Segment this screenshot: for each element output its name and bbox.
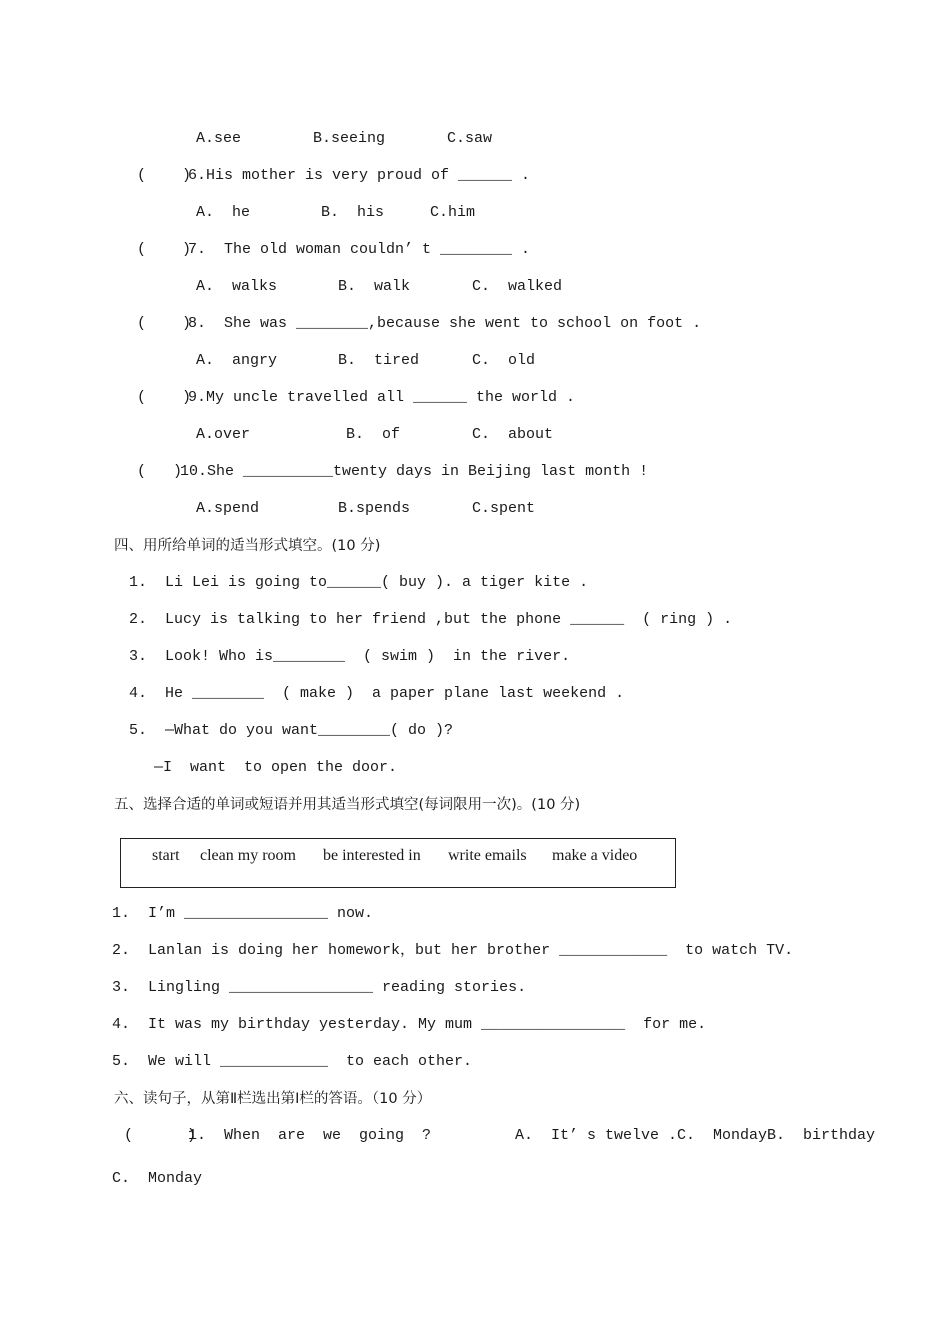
q10-option-a: A.spend: [196, 500, 260, 517]
section4-item-5: 5. —What do you want________( do )?: [129, 722, 454, 739]
section4-item-2: 2. Lucy is talking to her friend ,but the phone ______ ( ring ) .: [129, 611, 733, 628]
q8-option-a: A. angry: [196, 352, 278, 369]
q9-option-c: C. about: [472, 426, 554, 443]
section5-item-3: 3. Lingling ________________ reading stories.: [112, 979, 527, 996]
section4-answer-5: —I want to open the door.: [154, 759, 398, 776]
q9-option-a: A.over: [196, 426, 251, 443]
q8-paren: ( ): [137, 315, 192, 332]
q6-paren: ( ): [137, 167, 192, 184]
section4-item-3: 3. Look! Who is________ ( swim ) in the river.: [129, 648, 571, 665]
word-bank-item: write emails: [448, 847, 527, 864]
section6-heading: 六、读句子，从第Ⅱ栏选出第Ⅰ栏的答语。（10 分）: [114, 1091, 432, 1107]
section6-answer-a: A. It’ s twelve .C. MondayB. birthday: [515, 1127, 876, 1144]
section5-item-2: 2. Lanlan is doing her homework，but her brother ____________ to watch TV.: [112, 942, 794, 959]
word-bank-item: clean my room: [200, 847, 296, 864]
word-bank-box: [120, 838, 676, 888]
q7-option-a: A. walks: [196, 278, 278, 295]
section5-heading: 五、选择合适的单词或短语并用其适当形式填空(每词限用一次)。(10 分): [114, 797, 581, 813]
section6-tail: C. Monday: [112, 1170, 203, 1187]
q9-paren: ( ): [137, 389, 192, 406]
q8-text: 8. She was ________,because she went to school on foot .: [188, 315, 702, 332]
q10-option-c: C.spent: [472, 500, 536, 517]
q10-paren: ( ): [137, 463, 183, 480]
q9-option-b: B. of: [346, 426, 401, 443]
q7-option-b: B. walk: [338, 278, 411, 295]
q5-option-c: C.saw: [447, 130, 493, 147]
section6-q1-paren: ( ): [124, 1127, 197, 1144]
q10-option-b: B.spends: [338, 500, 411, 517]
q6-text: 6.His mother is very proud of ______ .: [188, 167, 531, 184]
word-bank-item: be interested in: [323, 847, 421, 864]
word-bank-item: make a video: [552, 847, 638, 864]
q5-option-a: A.see: [196, 130, 242, 147]
q10-text: 10.She __________twenty days in Beijing last month !: [180, 463, 649, 480]
section4-item-1: 1. Li Lei is going to______( buy ). a tiger kite .: [129, 574, 589, 591]
q6-option-a: A. he: [196, 204, 251, 221]
q5-option-b: B.seeing: [313, 130, 386, 147]
section5-item-4: 4. It was my birthday yesterday. My mum ________________ for me.: [112, 1016, 707, 1033]
q8-option-b: B. tired: [338, 352, 420, 369]
q6-option-c: C.him: [430, 204, 476, 221]
q9-text: 9.My uncle travelled all ______ the world .: [188, 389, 576, 406]
q7-text: 7. The old woman couldn’ t ________ .: [188, 241, 531, 258]
section4-heading: 四、用所给单词的适当形式填空。(10 分): [114, 538, 381, 554]
section5-item-5: 5. We will ____________ to each other.: [112, 1053, 473, 1070]
section4-item-4: 4. He ________ ( make ) a paper plane last weekend .: [129, 685, 625, 702]
q6-option-b: B. his: [321, 204, 385, 221]
word-bank-item: start: [152, 847, 180, 864]
q8-option-c: C. old: [472, 352, 536, 369]
section5-item-1: 1. I’m ________________ now.: [112, 905, 374, 922]
q7-paren: ( ): [137, 241, 192, 258]
section6-q1-text: 1. When are we going ?: [188, 1127, 432, 1144]
q7-option-c: C. walked: [472, 278, 563, 295]
